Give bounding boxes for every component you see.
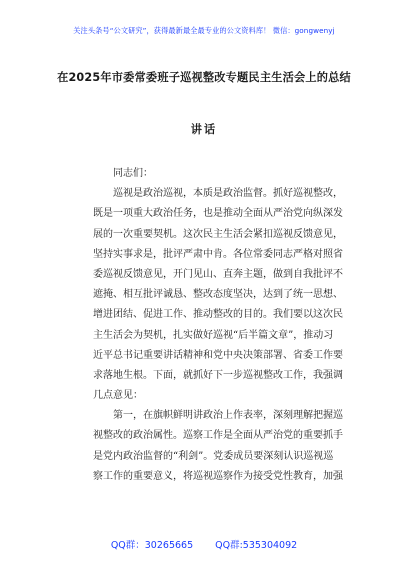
body-line: 展的一次重要契机。这次民主生活会紧扣巡视反馈意见， (93, 228, 343, 240)
body-line: 第一，在旗帜鲜明讲政治上作表率，深刻理解把握巡 (113, 410, 343, 422)
document-title: 在2025年市委常委班子巡视整改专题民主生活会上的总结 (57, 71, 351, 84)
body-line: 近平总书记重要讲话精神和党中央决策部署、省委工作要 (93, 349, 343, 361)
document-title-continued: 讲话 (190, 123, 218, 136)
header-banner: 关注头条号“公文研究”，获得最新最全最专业的公文资料库！ 微信：gongwenyj (73, 26, 335, 35)
body-line: 坚持实事求是，批评严肃中肯。各位常委同志严格对照省 (93, 248, 343, 260)
salutation: 同志们： (113, 168, 153, 179)
body-line: 既是一项重大政治任务，也是推动全面从严治党向纵深发 (93, 208, 343, 220)
body-line: 主生活会为契机，扎实做好巡视“后半篇文章”，推动习 (93, 329, 334, 341)
footer (0, 537, 408, 551)
document-body (93, 164, 343, 487)
body-line: 察工作的重要意义，将巡视巡察作为接受党性教育，加强 (93, 470, 343, 482)
body-line: 增进团结、促进工作、推动整改的目的。我们要以这次民 (93, 309, 343, 321)
footer-qq-group-1: QQ群：30265665 (110, 540, 194, 551)
body-line: 是党内政治监督的“利剑”。党委成员要深刻认识巡视巡 (93, 450, 334, 462)
body-line: 委巡视反馈意见，开门见山、直奔主题，做到自我批评不 (93, 268, 343, 280)
body-line: 视整改的政治属性。巡察工作是全面从严治党的重要抓手 (93, 430, 343, 442)
body-line: 求落地生根。下面，就抓好下一步巡视整改工作，我强调 (93, 369, 343, 381)
footer-qq-group-2: QQ群:535304092 (215, 540, 298, 551)
body-line: 巡视是政治巡视，本质是政治监督。抓好巡视整改， (113, 188, 343, 200)
body-line: 几点意见： (93, 390, 143, 402)
body-line: 遮掩、相互批评诚恳、整改态度坚决，达到了统一思想、 (93, 289, 343, 301)
